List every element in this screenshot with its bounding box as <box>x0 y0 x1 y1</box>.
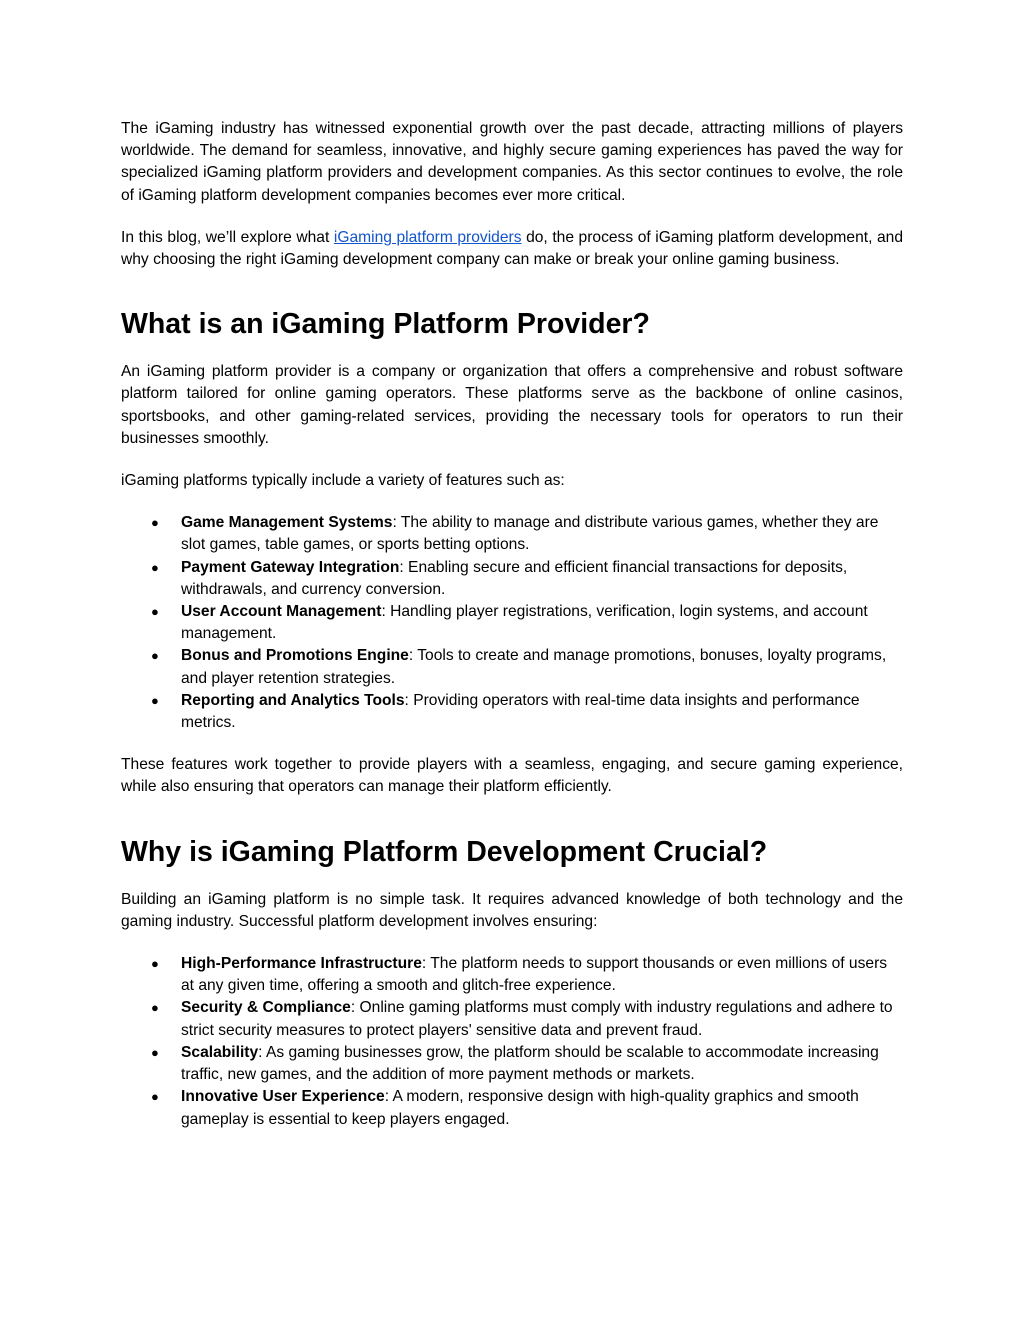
intro-paragraph-2 <box>121 227 903 271</box>
list-item <box>121 997 903 1041</box>
list-item-text: : The platform needs to support thousands or even millions of users at any given time, offering a smooth and glitch-free experience. <box>181 955 888 995</box>
list-item <box>121 1042 903 1086</box>
intro-paragraph-2-tail: do, the process of iGaming platform development, and why choosing the right iGaming development company can make or break your online gaming business. <box>121 228 903 269</box>
bullet-icon: ● <box>151 559 159 575</box>
bullet-icon: ● <box>151 1000 159 1016</box>
list-item <box>121 953 903 997</box>
list-item-text: : Online gaming platforms must comply with industry regulations and adhere to strict security measures to protect players' sensitive data and prevent fraud. <box>181 999 893 1039</box>
intro-paragraph-1: The iGaming industry has witnessed exponential growth over the past decade, attracting millions of players worldwide. The demand for seamless, innovative, and highly secure gaming experiences has paved the way for specialized iGaming platform providers and development companies. As this sector continues to evolve, the role of iGaming platform development companies becomes ever more critical. <box>121 120 903 204</box>
list-item-term: Game Management Systems <box>181 514 393 532</box>
section-2-requirements-list <box>121 953 903 1131</box>
list-item-term: Security & Compliance <box>181 999 351 1017</box>
section-1-paragraph-2: iGaming platforms typically include a variety of features such as: <box>121 472 565 490</box>
list-item <box>121 601 903 645</box>
list-item-text: : Tools to create and manage promotions, bonuses, loyalty programs, and player retention strategies. <box>181 647 887 687</box>
intro-paragraph-2-lead: In this blog, we’ll explore what <box>121 228 334 246</box>
list-item <box>121 645 903 689</box>
bullet-icon: ● <box>151 1089 159 1105</box>
list-item <box>121 1086 903 1130</box>
section-1-heading: What is an iGaming Platform Provider? <box>121 308 650 341</box>
bullet-icon: ● <box>151 648 159 664</box>
list-item-text: : Providing operators with real-time data insights and performance metrics. <box>181 691 860 732</box>
list-item-term: High-Performance Infrastructure <box>181 955 422 973</box>
list-item-term: Bonus and Promotions Engine <box>181 647 409 665</box>
section-1-paragraph-1: An iGaming platform provider is a company or organization that offers a comprehensive and robust software platform tailored for online gaming operators. These platforms serve as the backbone of online casinos, sportsbooks, and other gaming-related services, providing the necessary tools for operators to run their businesses smoothly. <box>121 363 903 447</box>
bullet-icon: ● <box>151 1044 159 1060</box>
list-item-text: : As gaming businesses grow, the platform should be scalable to accommodate increasing traffic, new games, and the addition of more payment methods or markets. <box>181 1043 879 1084</box>
list-item-text: : A modern, responsive design with high-quality graphics and smooth gameplay is essential to keep players engaged. <box>181 1088 859 1128</box>
list-item <box>121 512 903 556</box>
bullet-icon: ● <box>151 515 159 531</box>
document-page <box>121 118 903 1131</box>
bullet-icon: ● <box>151 692 159 708</box>
list-item-term: Innovative User Experience <box>181 1088 385 1106</box>
list-item-term: Reporting and Analytics Tools <box>181 691 405 709</box>
section-2-heading: Why is iGaming Platform Development Crucial? <box>121 835 768 868</box>
list-item-term: User Account Management <box>181 603 382 621</box>
bullet-icon: ● <box>151 604 159 620</box>
list-item-text: : The ability to manage and distribute various games, whether they are slot games, table games, or sports betting options. <box>181 514 879 554</box>
section-1-feature-list <box>121 512 903 734</box>
section-2-paragraph-1: Building an iGaming platform is no simple task. It requires advanced knowledge of both technology and the gaming industry. Successful platform development involves ensuring: <box>121 890 903 930</box>
list-item-text: : Enabling secure and efficient financial transactions for deposits, withdrawals, and currency conversion. <box>181 558 848 598</box>
section-1-paragraph-3: These features work together to provide players with a seamless, engaging, and secure gaming experience, while also ensuring that operators can manage their platform efficiently. <box>121 756 903 796</box>
list-item-term: Scalability <box>181 1043 259 1061</box>
list-item-text: : Handling player registrations, verification, login systems, and account management. <box>181 603 868 643</box>
list-item <box>121 557 903 601</box>
list-item-term: Payment Gateway Integration <box>181 558 400 576</box>
list-item <box>121 690 903 734</box>
bullet-icon: ● <box>151 956 159 972</box>
igaming-platform-providers-link[interactable]: iGaming platform providers <box>333 228 522 246</box>
